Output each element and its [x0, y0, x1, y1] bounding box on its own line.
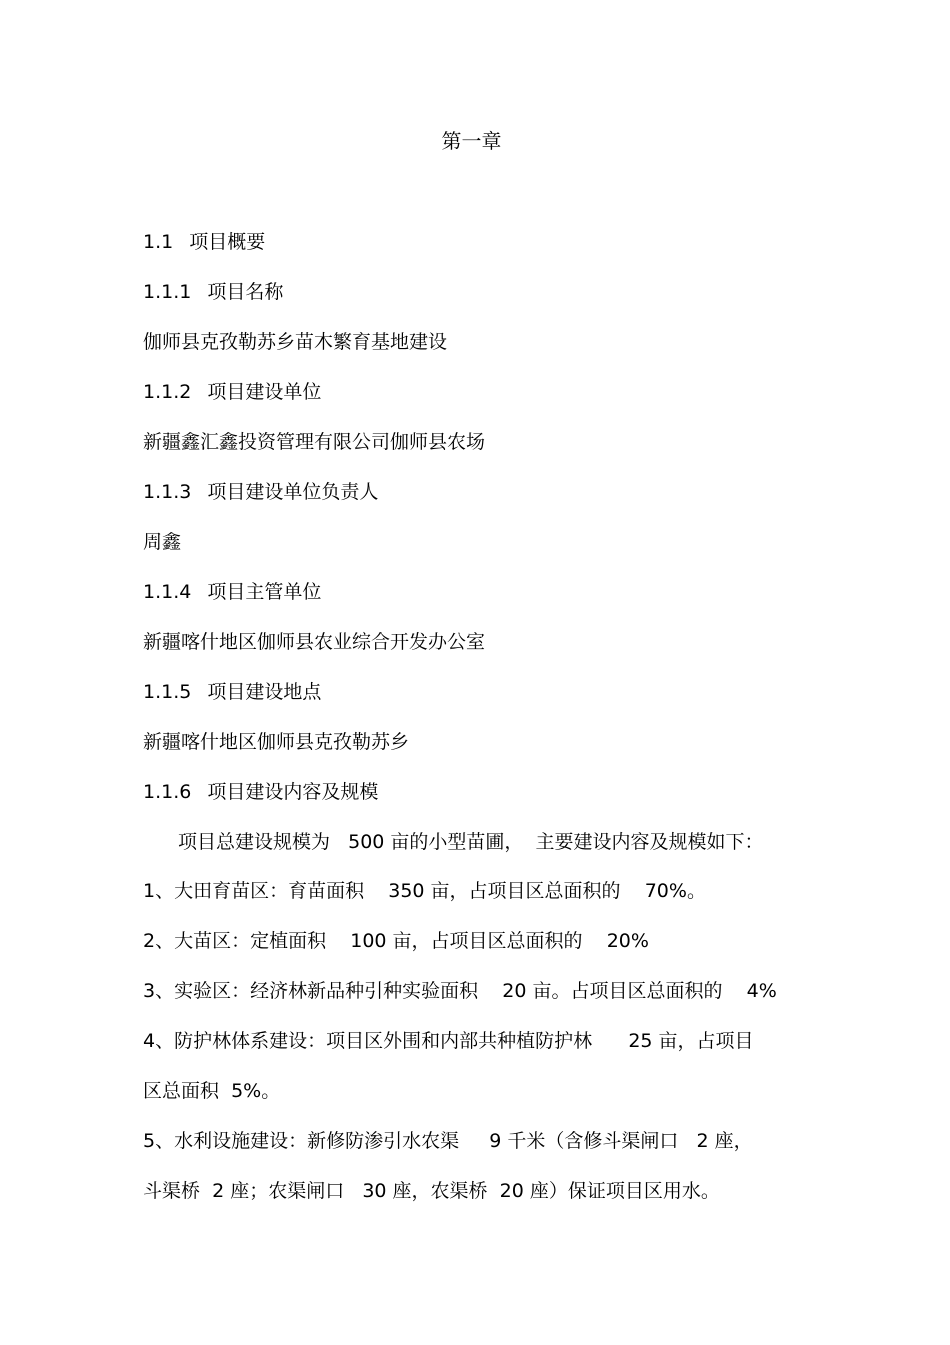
heading-label: 项目建设地点	[207, 681, 322, 703]
heading-number: 1.1.4	[143, 581, 192, 603]
heading-number: 1.1.3	[143, 481, 192, 503]
heading-1-1-1	[143, 277, 283, 307]
responsible-person-value: 周鑫	[143, 531, 182, 553]
construction-unit-value: 新疆鑫汇鑫投资管理有限公司伽师县农场	[143, 431, 486, 453]
supervising-unit-value: 新疆喀什地区伽师县农业综合开发办公室	[143, 631, 486, 653]
heading-1-1-5	[143, 677, 321, 707]
heading-number: 1.1.6	[143, 781, 192, 803]
construction-site-value: 新疆喀什地区伽师县克孜勒苏乡	[143, 731, 410, 753]
scale-intro-paragraph: 项目总建设规模为 500 亩的小型苗圃， 主要建设内容及规模如下：	[178, 831, 764, 853]
heading-1-1-4	[143, 577, 321, 607]
heading-number: 1.1.1	[143, 281, 192, 303]
content-item: 2、大苗区：定植面积 100 亩，占项目区总面积的 20%	[143, 930, 649, 952]
heading-label: 项目概要	[189, 231, 266, 253]
heading-label: 项目建设单位负责人	[207, 481, 379, 503]
heading-label: 项目主管单位	[207, 581, 322, 603]
content-item: 4、防护林体系建设：项目区外围和内部共种植防护林 25 亩，占项目	[143, 1030, 754, 1052]
heading-1-1-6	[143, 777, 378, 807]
heading-label: 项目建设内容及规模	[207, 781, 379, 803]
project-name-value: 伽师县克孜勒苏乡苗木繁育基地建设	[143, 331, 448, 353]
heading-label: 项目名称	[207, 281, 284, 303]
heading-number: 1.1	[143, 231, 174, 253]
heading-1-1-3	[143, 477, 378, 507]
content-item-continued: 区总面积 5%。	[143, 1080, 281, 1102]
heading-1-1	[143, 227, 265, 257]
content-item-continued: 斗渠桥 2 座；农渠闸口 30 座，农渠桥 20 座）保证项目区用水。	[143, 1180, 720, 1202]
heading-1-1-2	[143, 377, 321, 407]
heading-label: 项目建设单位	[207, 381, 322, 403]
content-item: 1、大田育苗区：育苗面积 350 亩，占项目区总面积的 70%。	[143, 880, 706, 902]
chapter-title: 第一章	[441, 129, 502, 153]
heading-number: 1.1.2	[143, 381, 192, 403]
content-item: 5、水利设施建设：新修防渗引水农渠 9 千米（含修斗渠闸口 2 座，	[143, 1130, 753, 1152]
content-item: 3、实验区：经济林新品种引种实验面积 20 亩。占项目区总面积的 4%	[143, 980, 777, 1002]
heading-number: 1.1.5	[143, 681, 192, 703]
